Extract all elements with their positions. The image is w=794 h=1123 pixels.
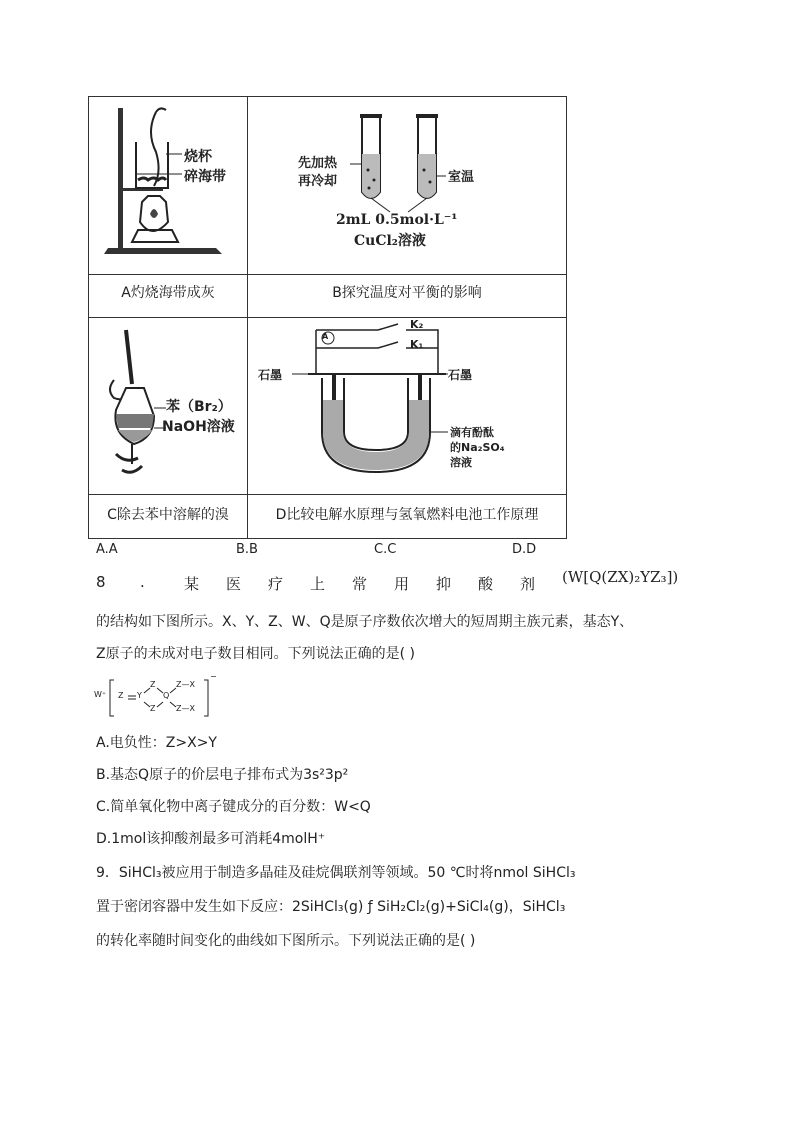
q8-option-d: D.1mol该抑酸剂最多可消耗4molH⁺ bbox=[96, 831, 326, 847]
label-cool: 再冷却 bbox=[298, 174, 338, 189]
ammeter-symbol: A bbox=[322, 332, 329, 341]
q8-formula: (W[Q(ZX)₂YZ₃]) bbox=[562, 568, 679, 586]
struct-z1: Z bbox=[118, 691, 124, 700]
prev-option-a: A.A bbox=[96, 542, 118, 557]
q8-stem-line3: Z原子的未成对电子数目相同。下列说法正确的是( ) bbox=[96, 646, 415, 662]
label-heat: 先加热 bbox=[298, 156, 338, 171]
caption-a: A灼烧海带成灰 bbox=[121, 285, 215, 301]
struct-y: Y bbox=[137, 691, 142, 700]
struct-z2: Z bbox=[150, 680, 156, 689]
struct-q: Q bbox=[163, 691, 170, 700]
q9-stem-line1: 9．SiHCl₃被应用于制造多晶硅及硅烷偶联剂等领域。50 ℃时将nmol SiHCl₃ bbox=[96, 865, 576, 881]
label-k1: K₁ bbox=[410, 338, 424, 351]
q8-structure bbox=[94, 672, 220, 724]
label-solution-2: 的Na₂SO₄ bbox=[450, 441, 505, 454]
label-k2: K₂ bbox=[410, 318, 424, 331]
label-beaker: 烧杯 bbox=[184, 149, 212, 165]
u-tube-drawing bbox=[258, 322, 558, 492]
struct-zx-bottom: Z—X bbox=[176, 704, 195, 713]
prev-option-d: D.D bbox=[512, 542, 537, 557]
q8-option-b: B.基态Q原子的价层电子排布式为3s²3p² bbox=[96, 767, 349, 783]
struct-charge: − bbox=[210, 672, 217, 681]
q9-stem-line2: 置于密闭容器中发生如下反应：2SiHCl₃(g) ƒ SiH₂Cl₂(g)+SiCl₄(g)，SiHCl₃ bbox=[96, 899, 566, 915]
label-concentration: 2mL 0.5mol·L⁻¹ bbox=[336, 212, 458, 228]
label-graphite-left: 石墨 bbox=[258, 368, 283, 382]
label-seaweed: 碎海带 bbox=[184, 169, 226, 185]
q8-stem-line2: 的结构如下图所示。X、Y、Z、W、Q是原子序数依次增大的短周期主族元素，基态Y、 bbox=[96, 614, 634, 630]
label-naoh: NaOH溶液 bbox=[162, 419, 235, 435]
label-graphite-right: 石墨 bbox=[448, 368, 473, 382]
figure-b-test-tubes bbox=[258, 100, 558, 270]
label-room-temp: 室温 bbox=[448, 170, 475, 185]
q8-option-c: C.简单氧化物中离子键成分的百分数：W<Q bbox=[96, 799, 371, 815]
caption-b: B探究温度对平衡的影响 bbox=[332, 285, 482, 301]
prev-option-c: C.C bbox=[374, 542, 397, 557]
prev-option-b: B.B bbox=[236, 542, 258, 557]
label-solution-3: 溶液 bbox=[450, 456, 472, 469]
label-solution-1: 滴有酚酞 bbox=[450, 426, 494, 439]
struct-z3: Z bbox=[150, 704, 156, 713]
caption-d: D比较电解水原理与氢氧燃料电池工作原理 bbox=[275, 507, 539, 523]
q9-stem-line3: 的转化率随时间变化的曲线如下图所示。下列说法正确的是( ) bbox=[96, 933, 476, 949]
figure-c-separatory-funnel bbox=[96, 324, 246, 489]
experiment-table bbox=[88, 96, 567, 539]
label-cucl2: CuCl₂溶液 bbox=[354, 233, 426, 249]
figure-a-apparatus bbox=[96, 102, 246, 267]
struct-w: W⁺ bbox=[94, 690, 107, 699]
struct-zx-top: Z—X bbox=[176, 680, 195, 689]
figure-d-u-tube bbox=[258, 318, 558, 492]
caption-c: C除去苯中溶解的溴 bbox=[107, 507, 229, 523]
q8-option-a: A.电负性：Z>X>Y bbox=[96, 735, 217, 751]
label-benzene: 苯（Br₂） bbox=[166, 399, 232, 415]
